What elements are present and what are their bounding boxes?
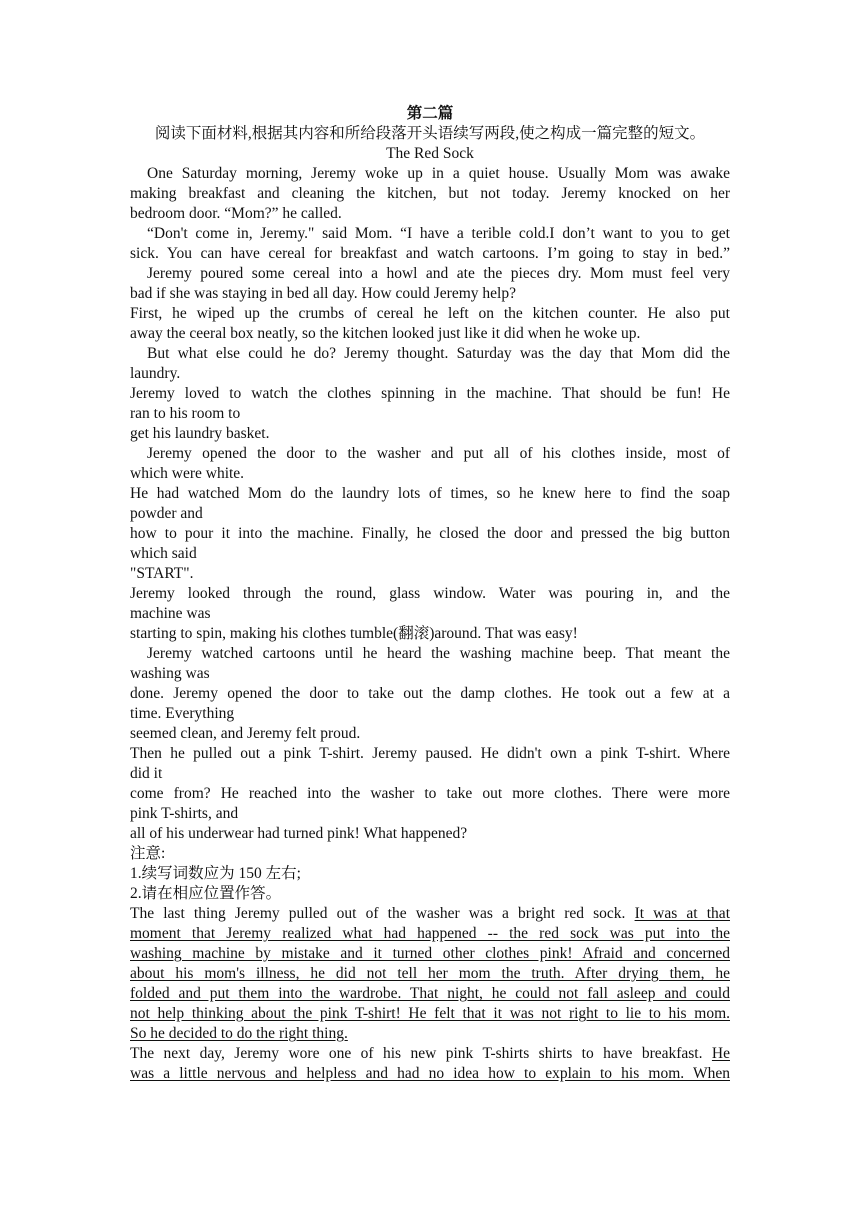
line-text: laundry. <box>130 365 181 382</box>
text-line <box>130 744 730 764</box>
text-line <box>130 304 730 324</box>
text-line <box>130 1004 730 1024</box>
line-text: making breakfast and cleaning the kitchen, but not today. Jeremy knocked on her <box>130 185 730 202</box>
text-line <box>130 884 730 904</box>
underlined-answer-text: not help thinking about the pink T-shirt! He felt that it was not right to lie to his mom. <box>130 1005 730 1022</box>
text-line <box>130 264 730 284</box>
text-line <box>130 664 730 684</box>
line-text: But what else could he do? Jeremy thought. Saturday was the day that Mom did the <box>147 345 730 362</box>
line-text: One Saturday morning, Jeremy woke up in a quiet house. Usually Mom was awake <box>147 165 730 182</box>
text-line <box>130 204 730 224</box>
line-text: “Don't come in, Jeremy." said Mom. “I have a terible cold.I don’t want to you to get <box>147 225 730 242</box>
text-line <box>130 864 730 884</box>
text-line <box>130 484 730 504</box>
line-text: ran to his room to <box>130 405 241 422</box>
line-text: bedroom door. “Mom?” he called. <box>130 205 342 222</box>
text-line <box>130 824 730 844</box>
line-text: Jeremy poured some cereal into a howl and ate the pieces dry. Mom must feel very <box>147 265 730 282</box>
text-line <box>130 584 730 604</box>
text-line <box>130 544 730 564</box>
line-text: how to pour it into the machine. Finally, he closed the door and pressed the big button <box>130 525 730 542</box>
line-text: "START". <box>130 565 194 582</box>
text-line <box>130 704 730 724</box>
line-text: Jeremy watched cartoons until he heard the washing machine beep. That meant the <box>147 645 730 662</box>
underlined-answer-text: So he decided to do the right thing. <box>130 1025 348 1042</box>
line-text: did it <box>130 765 163 782</box>
text-line <box>130 244 730 264</box>
line-text: Then he pulled out a pink T-shirt. Jeremy paused. He didn't own a pink T-shirt. Where <box>130 745 730 762</box>
text-line <box>130 644 730 664</box>
line-text: bad if she was staying in bed all day. How could Jeremy help? <box>130 285 516 302</box>
text-line <box>130 164 730 184</box>
line-text: sick. You can have cereal for breakfast and watch cartoons. I’m going to stay in bed.” <box>130 245 730 262</box>
task-instruction: 阅读下面材料,根据其内容和所给段落开头语续写两段,使之构成一篇完整的短文。 <box>154 125 706 142</box>
line-text: get his laundry basket. <box>130 425 270 442</box>
line-text: washing was <box>130 665 210 682</box>
text-line <box>130 924 730 944</box>
text-line <box>130 364 730 384</box>
story-title: The Red Sock <box>386 145 474 162</box>
line-text: He had watched Mom do the laundry lots of times, so he knew here to find the soap <box>130 485 730 502</box>
line-text: done. Jeremy opened the door to take out the damp clothes. He took out a few at a <box>130 685 730 702</box>
text-line <box>130 844 730 864</box>
underlined-answer-text: He <box>711 1045 730 1062</box>
text-line <box>130 524 730 544</box>
line-text: seemed clean, and Jeremy felt proud. <box>130 725 361 742</box>
text-line <box>130 224 730 244</box>
text-line <box>130 684 730 704</box>
text-line <box>130 1024 730 1044</box>
text-line <box>130 1064 730 1084</box>
line-text: Jeremy looked through the round, glass window. Water was pouring in, and the <box>130 585 730 602</box>
text-line <box>130 564 730 584</box>
text-line <box>130 504 730 524</box>
line-text: which said <box>130 545 197 562</box>
text-line <box>130 804 730 824</box>
text-line <box>130 604 730 624</box>
text-line <box>130 624 730 644</box>
underlined-answer-text: was a little nervous and helpless and had no idea how to explain to his mom. When <box>130 1065 730 1082</box>
text-line <box>130 464 730 484</box>
underlined-answer-text: folded and put them into the wardrobe. That night, he could not fall asleep and could <box>130 985 730 1002</box>
line-text: The next day, Jeremy wore one of his new pink T-shirts shirts to have breakfast. <box>130 1045 712 1062</box>
text-line <box>130 324 730 344</box>
line-text: starting to spin, making his clothes tumble(翻滚)around. That was easy! <box>130 625 578 642</box>
line-text: come from? He reached into the washer to take out more clothes. There were more <box>130 785 730 802</box>
line-text: Jeremy opened the door to the washer and put all of his clothes inside, most of <box>147 445 730 462</box>
document-body <box>130 104 730 1084</box>
text-line <box>130 724 730 744</box>
underlined-answer-text: It was at that <box>634 905 730 922</box>
line-text: Jeremy loved to watch the clothes spinning in the machine. That should be fun! He <box>130 385 730 402</box>
line-text: 1.续写词数应为 150 左右; <box>130 865 301 882</box>
text-line <box>130 904 730 924</box>
text-line <box>130 284 730 304</box>
text-line <box>130 444 730 464</box>
line-text: 2.请在相应位置作答。 <box>130 885 282 902</box>
text-line <box>130 944 730 964</box>
text-line <box>130 964 730 984</box>
text-line <box>130 764 730 784</box>
text-line <box>130 344 730 364</box>
story-text <box>130 164 730 1084</box>
text-line <box>130 984 730 1004</box>
text-line <box>130 384 730 404</box>
line-text: which were white. <box>130 465 245 482</box>
line-text: time. Everything <box>130 705 235 722</box>
text-line <box>130 1044 730 1064</box>
text-line <box>130 184 730 204</box>
line-text: 注意: <box>130 845 166 862</box>
line-text: powder and <box>130 505 203 522</box>
section-heading: 第二篇 <box>406 105 454 122</box>
text-line <box>130 404 730 424</box>
line-text: all of his underwear had turned pink! What happened? <box>130 825 468 842</box>
line-text: away the ceeral box neatly, so the kitchen looked just like it did when he woke up. <box>130 325 641 342</box>
text-line <box>130 424 730 444</box>
line-text: pink T-shirts, and <box>130 805 239 822</box>
line-text: First, he wiped up the crumbs of cereal he left on the kitchen counter. He also put <box>130 305 730 322</box>
underlined-answer-text: washing machine by mistake and it turned other clothes pink! Afraid and concerned <box>130 945 730 962</box>
underlined-answer-text: about his mom's illness, he did not tell her mom the truth. After drying them, he <box>130 965 730 982</box>
underlined-answer-text: moment that Jeremy realized what had happened -- the red sock was put into the <box>130 925 730 942</box>
line-text: The last thing Jeremy pulled out of the washer was a bright red sock. <box>130 905 635 922</box>
line-text: machine was <box>130 605 211 622</box>
text-line <box>130 784 730 804</box>
